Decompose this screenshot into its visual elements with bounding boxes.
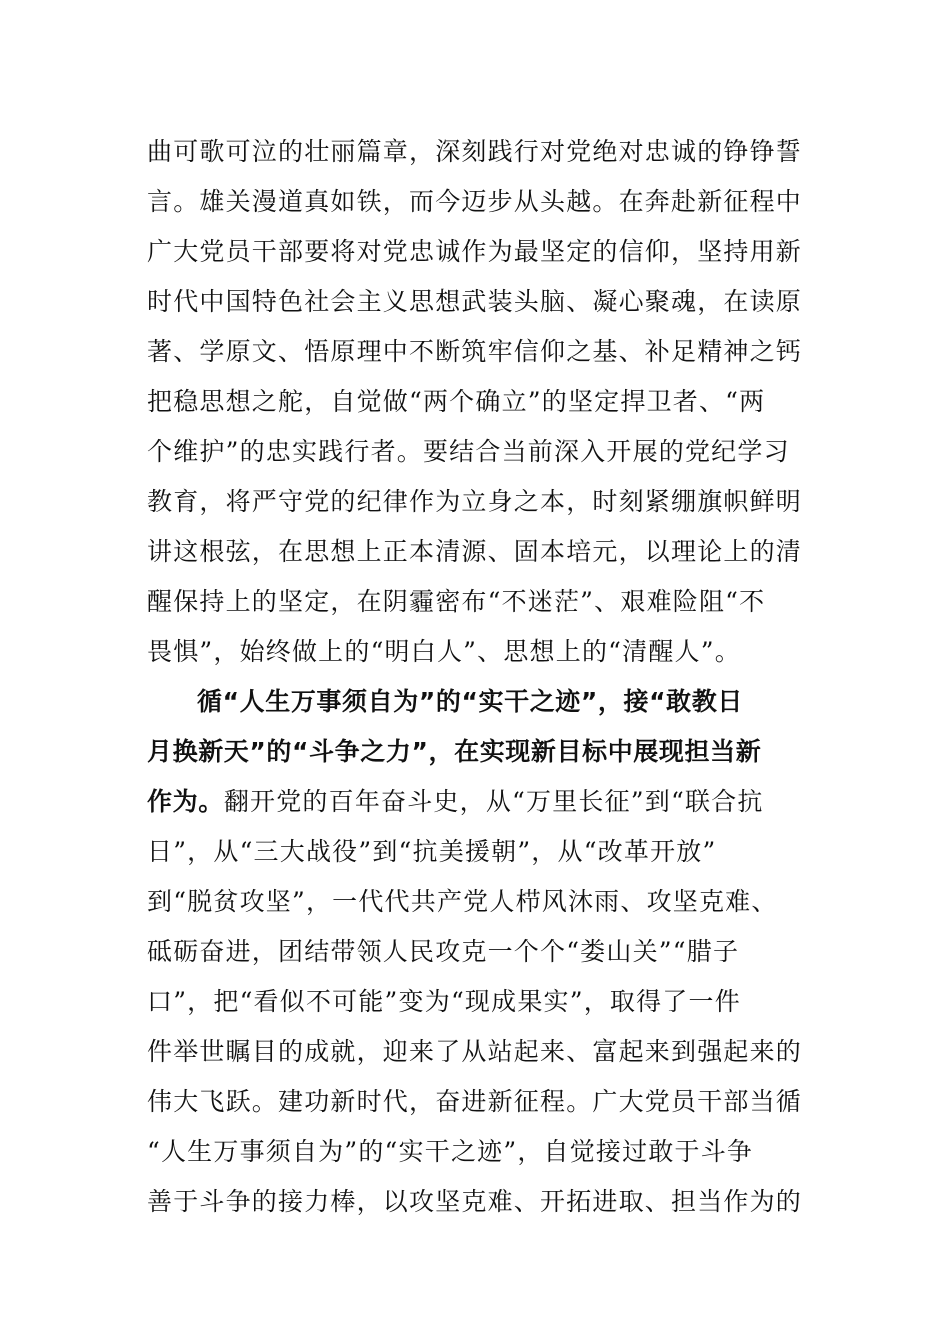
section-heading-line: 月换新天”的“斗争之力”，在实现新目标中展现担当新 — [147, 737, 762, 766]
text-line: 日”，从“三大战役”到“抗美援朝”，从“改革开放” — [147, 837, 717, 866]
text-line: 著、学原文、悟原理中不断筑牢信仰之基、补足精神之钙 — [147, 337, 803, 366]
text-line: 个维护”的忠实践行者。要结合当前深入开展的党纪学习 — [147, 437, 790, 466]
text-line: 广大党员干部要将对党忠诚作为最坚定的信仰，坚持用新 — [147, 237, 803, 266]
section-heading-end: 作为。 — [147, 787, 224, 816]
text-line: 时代中国特色社会主义思想武装头脑、凝心聚魂，在读原 — [147, 287, 803, 316]
document-body — [147, 127, 807, 1227]
text-line: 砥砺奋进，团结带领人民攻克一个个“娄山关”“腊子 — [147, 937, 740, 966]
section-heading-line: 循“人生万事须自为”的“实干之迹”，接“敢教日 — [197, 687, 743, 716]
text-line-rest: 翻开党的百年奋斗史，从“万里长征”到“联合抗 — [223, 787, 764, 816]
paragraph-1 — [147, 127, 807, 677]
text-line: 把稳思想之舵，自觉做“两个确立”的坚定捍卫者、“两 — [147, 387, 766, 416]
text-line: 口”，把“看似不可能”变为“现成果实”，取得了一件 — [147, 987, 741, 1016]
text-line: 件举世瞩目的成就，迎来了从站起来、富起来到强起来的 — [147, 1037, 803, 1066]
text-line: “人生万事须自为”的“实干之迹”，自觉接过敢于斗争 — [147, 1137, 754, 1166]
text-line — [147, 777, 807, 827]
text-line: 到“脱贫攻坚”，一代代共产党人栉风沐雨、攻坚克难、 — [147, 887, 778, 916]
text-line: 伟大飞跃。建功新时代，奋进新征程。广大党员干部当循 — [147, 1087, 803, 1116]
paragraph-2 — [147, 677, 807, 1227]
text-line: 醒保持上的坚定，在阴霾密布“不迷茫”、艰难险阻“不 — [147, 587, 766, 616]
text-line: 畏惧”，始终做上的“明白人”、思想上的“清醒人”。 — [147, 637, 741, 666]
text-line: 讲这根弦，在思想上正本清源、固本培元，以理论上的清 — [147, 537, 803, 566]
text-line: 教育，将严守党的纪律作为立身之本，时刻紧绷旗帜鲜明 — [147, 487, 803, 516]
text-line: 言。雄关漫道真如铁，而今迈步从头越。在奔赴新征程中 — [147, 187, 803, 216]
text-line: 曲可歌可泣的壮丽篇章，深刻践行对党绝对忠诚的铮铮誓 — [147, 137, 803, 166]
text-line: 善于斗争的接力棒，以攻坚克难、开拓进取、担当作为的 — [147, 1187, 803, 1216]
